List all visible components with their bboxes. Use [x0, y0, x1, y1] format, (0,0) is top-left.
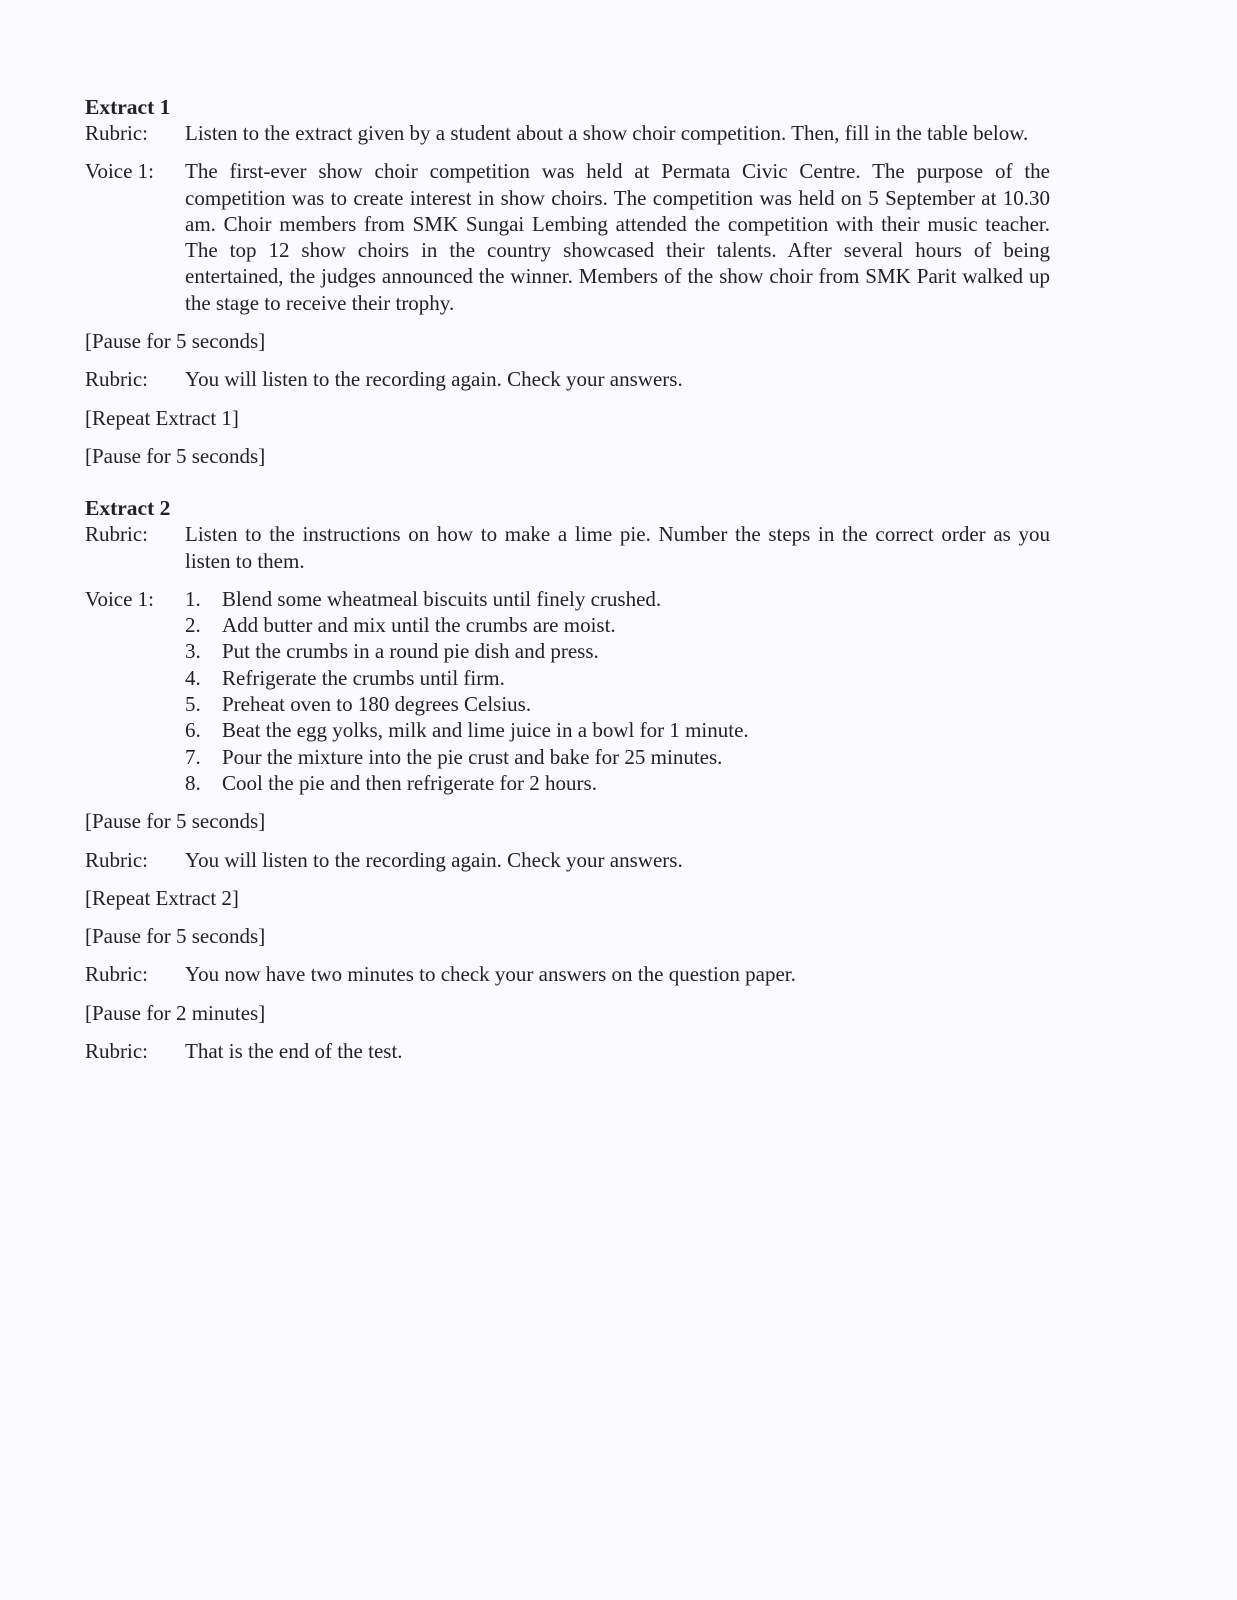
rubric-text: You will listen to the recording again. Check your answers. [185, 847, 683, 872]
extract-1-voice [85, 158, 1050, 316]
step-number: 8. [185, 770, 201, 795]
extract-2-rubric [85, 521, 1050, 574]
extract-2-rubric-check [85, 961, 1050, 987]
stage-direction-pause: [Pause for 5 seconds] [85, 924, 266, 949]
extract-1-rubric-repeat [85, 366, 1050, 392]
step-text: Beat the egg yolks, milk and lime juice in a bowl for 1 minute. [222, 718, 749, 743]
step-text: Pour the mixture into the pie crust and bake for 25 minutes. [222, 744, 723, 769]
stage-direction-pause: [Pause for 5 seconds] [85, 329, 266, 354]
step-number: 1. [185, 586, 201, 611]
rubric-text: Listen to the instructions on how to make a lime pie. Number the steps in the correct order as you listen to them. [185, 522, 1050, 573]
step-number: 4. [185, 665, 201, 690]
stage-direction-pause: [Pause for 5 seconds] [85, 809, 266, 834]
list-item [185, 691, 1050, 717]
extract-2-voice [85, 586, 1050, 796]
rubric-label: Rubric: [85, 522, 148, 547]
extract-2-rubric-repeat [85, 847, 1050, 873]
list-item [185, 770, 1050, 796]
step-text: Refrigerate the crumbs until firm. [222, 665, 505, 690]
stage-direction-pause: [Pause for 2 minutes] [85, 1000, 266, 1025]
rubric-label: Rubric: [85, 367, 148, 392]
list-item [185, 638, 1050, 664]
list-item [185, 717, 1050, 743]
list-item [185, 744, 1050, 770]
rubric-label: Rubric: [85, 847, 148, 872]
step-number: 7. [185, 744, 201, 769]
step-text: Put the crumbs in a round pie dish and press. [222, 639, 599, 664]
list-item [185, 665, 1050, 691]
stage-direction-repeat: [Repeat Extract 1] [85, 405, 239, 430]
rubric-label: Rubric: [85, 962, 148, 987]
step-number: 5. [185, 692, 201, 717]
rubric-text: Listen to the extract given by a student about a show choir competition. Then, fill in the table below. [185, 121, 1029, 145]
voice-text: The first-ever show choir competition was held at Permata Civic Centre. The purpose of the competition was to create interest in show choirs. The competition was held on 5 September at 10.30 am. Choir members from SMK Sungai Lembing attended the competition with their music teacher. The top 12 show choirs in the country showcased their talents. After several hours of being entertained, the judges announced the winner. Members of the show choir from SMK Parit walked up the stage to receive their trophy. [185, 159, 1050, 315]
rubric-text: That is the end of the test. [185, 1039, 403, 1064]
voice-label: Voice 1: [85, 586, 155, 611]
stage-direction-pause: [Pause for 5 seconds] [85, 443, 266, 468]
step-number: 2. [185, 613, 201, 638]
rubric-label: Rubric: [85, 1039, 148, 1064]
step-text: Preheat oven to 180 degrees Celsius. [222, 692, 532, 717]
voice-label: Voice 1: [85, 159, 155, 184]
step-number: 3. [185, 639, 201, 664]
list-item [185, 586, 1050, 612]
extract-1-rubric [85, 120, 1050, 146]
step-number: 6. [185, 718, 201, 743]
listening-script-page [85, 94, 1050, 1064]
rubric-text: You will listen to the recording again. Check your answers. [185, 367, 683, 392]
rubric-text: You now have two minutes to check your answers on the question paper. [185, 962, 796, 987]
list-item [185, 612, 1050, 638]
recipe-steps-list [185, 586, 1050, 796]
extract-2-heading: Extract 2 [85, 496, 171, 521]
step-text: Cool the pie and then refrigerate for 2 hours. [222, 770, 597, 795]
step-text: Blend some wheatmeal biscuits until finely crushed. [222, 586, 662, 611]
stage-direction-repeat: [Repeat Extract 2] [85, 885, 239, 910]
step-text: Add butter and mix until the crumbs are moist. [222, 613, 616, 638]
extract-1-heading: Extract 1 [85, 95, 171, 119]
rubric-label: Rubric: [85, 121, 148, 145]
extract-2-rubric-end [85, 1038, 1050, 1064]
